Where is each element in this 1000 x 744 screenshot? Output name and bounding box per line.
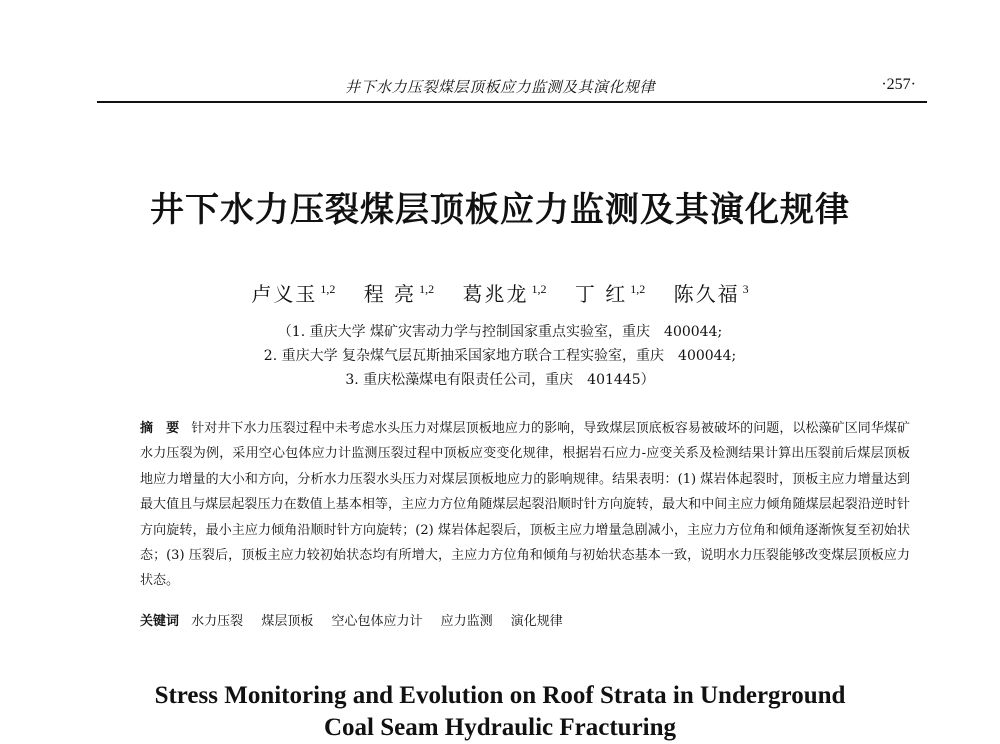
- keyword: 应力监测: [440, 614, 493, 629]
- abstract: [140, 416, 910, 594]
- keyword: 水力压裂: [191, 614, 244, 629]
- header-rule: [97, 101, 927, 103]
- affiliation-list: [0, 320, 1000, 392]
- paper-title-english: [0, 680, 1000, 744]
- affiliation-line: 2. 重庆大学 复杂煤气层瓦斯抽采国家地方联合工程实验室，重庆 400044;: [263, 348, 737, 364]
- author: [251, 282, 335, 306]
- abstract-label: 摘 要: [140, 421, 180, 436]
- author: [674, 282, 749, 306]
- paper-title-chinese: 井下水力压裂煤层顶板应力监测及其演化规律: [150, 190, 850, 230]
- keyword: 空心包体应力计: [331, 614, 423, 629]
- author-name: 程 亮: [363, 282, 417, 306]
- author-affiliation-mark: 1,2: [630, 282, 646, 297]
- author-name: 卢义玉: [251, 282, 318, 306]
- author-name: 丁 红: [574, 282, 628, 306]
- abstract-text: 针对井下水力压裂过程中未考虑水头压力对煤层顶板地应力的影响，导致煤层顶底板容易被破坏的问题，以松藻矿区同华煤矿水力压裂为例，采用空心包体应力计监测压裂过程中顶板应变变化规律，根据岩石应力-应变关系及检测结果计算出压裂前后煤层顶板地应力增量的大小和方向，分析水力压裂水头压力对煤层顶板地应力的影响规律。结果表明：(1) 煤岩体起裂时，顶板主应力增量达到最大值且与煤层起裂压力在数值上基本相等，主应力方位角随煤层起裂沿顺时针方向旋转，最大和中间主应力倾角随煤层起裂沿逆时针方向旋转，最小主应力倾角沿顺时针方向旋转；(2) 煤岩体起裂后，顶板主应力增量急剧减小，主应力方位角和倾角逐渐恢复至初始状态；(3) 压裂后，顶板主应力较初始状态均有所增大，主应力方位角和倾角与初始状态基本一致，说明水力压裂能够改变煤层顶板应力状态。: [140, 421, 910, 589]
- author-affiliation-mark: 3: [742, 282, 749, 297]
- author: [575, 282, 645, 306]
- keywords-label: 关键词: [140, 614, 180, 629]
- keyword: 煤层顶板: [261, 614, 314, 629]
- author-affiliation-mark: 1,2: [320, 282, 336, 297]
- author-name: 陈久福: [673, 282, 740, 306]
- author-name: 葛兆龙: [462, 282, 529, 306]
- affiliation-line: （1. 重庆大学 煤矿灾害动力学与控制国家重点实验室，重庆 400044;: [277, 324, 723, 340]
- page-number: ·257·: [881, 76, 916, 93]
- title-en-line: Stress Monitoring and Evolution on Roof Strata in Underground: [154, 682, 846, 709]
- author: [364, 282, 434, 306]
- running-header: [0, 72, 1000, 102]
- running-title: 井下水力压裂煤层顶板应力监测及其演化规律: [344, 78, 655, 96]
- keyword: 演化规律: [510, 614, 563, 629]
- author-affiliation-mark: 1,2: [419, 282, 435, 297]
- affiliation-line: 3. 重庆松藻煤电有限责任公司，重庆 401445）: [345, 372, 655, 388]
- author: [463, 282, 547, 306]
- author-list: [0, 278, 1000, 307]
- author-affiliation-mark: 1,2: [531, 282, 547, 297]
- title-en-line: Coal Seam Hydraulic Fracturing: [323, 714, 677, 741]
- keywords: [140, 610, 910, 629]
